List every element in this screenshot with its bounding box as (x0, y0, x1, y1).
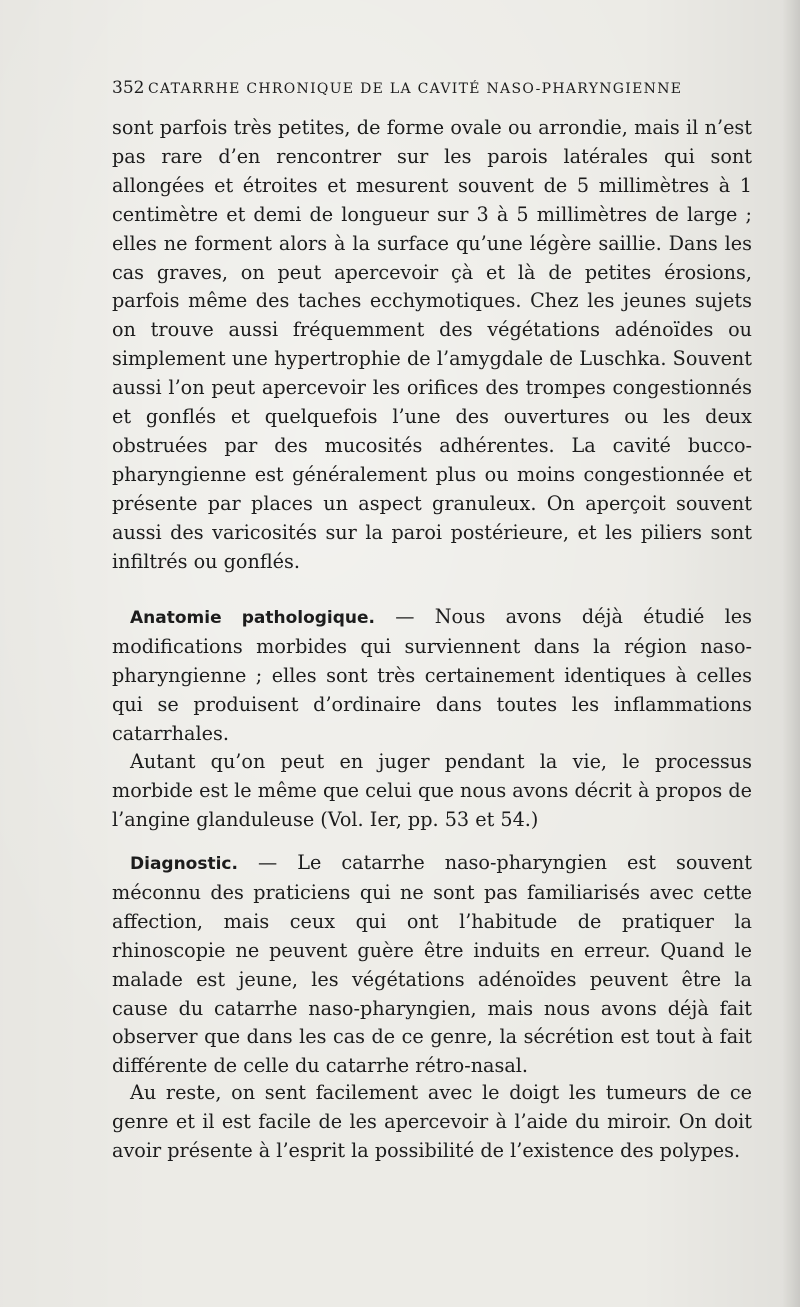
running-title: CATARRHE CHRONIQUE DE LA CAVITÉ NASO-PHARYNGIENNE (148, 81, 683, 97)
paragraph-anatomie-pathologique (112, 603, 752, 749)
paragraph-au-reste: Au reste, on sent facilement avec le doigt les tumeurs de ce genre et il est facile de les apercevoir à l’aide du miroir. On doit avoir présente à l’esprit la possibilité de l’existence des polypes. (112, 1081, 752, 1162)
paragraph-diagnostic (112, 849, 752, 1081)
paragraph-body: — Nous avons déjà étudié les modifications morbides qui surviennent dans la région naso-pharyngienne ; elles sont très certainement identiques à celles qui se produisent d’ordinaire dans toutes les inflammations catarrhales. (112, 605, 752, 745)
section-heading-anatomie-pathologique: Anatomie pathologique. (130, 608, 376, 628)
paragraph-processus-morbide: Autant qu’on peut en juger pendant la vie, le processus morbide est le même que celui que nous avons décrit à propos de l’angine glanduleuse (Vol. Ier, pp. 53 et 54.) (112, 750, 752, 831)
running-header (112, 78, 752, 102)
paragraph-continuation: sont parfois très petites, de forme ovale ou arrondie, mais il n’est pas rare d’en rencontrer sur les parois latérales qui sont allongées et étroites et mesurent souvent de 5 millimètres à 1 centimètre et demi de longueur sur 3 à 5 millimètres de large ; elles ne forment alors à la surface qu’une légère saillie. Dans les cas graves, on peut apercevoir çà et là de petites érosions, parfois même des taches ecchymotiques. Chez les jeunes sujets on trouve aussi fréquemment des végétations adénoïdes ou simplement une hypertrophie de l’amygdale de Luschka. Souvent aussi l’on peut apercevoir les orifices des trompes congestionnés et gonflés et quelquefois l’une des ouvertures ou les deux obstruées par des mucosités adhérentes. La cavité bucco-pharyngienne est généralement plus ou moins congestionnée et présente par places un aspect granuleux. On aperçoit souvent aussi des varicosités sur la paroi postérieure, et les piliers sont infiltrés ou gonflés. (112, 116, 752, 573)
paragraph-body: — Le catarrhe naso-pharyngien est souvent méconnu des praticiens qui ne sont pas familiarisés avec cette affection, mais ceux qui ont l’habitude de pratiquer la rhinoscopie ne peuvent guère être induits en erreur. Quand le malade est jeune, les végétations adénoïdes peuvent être la cause du catarrhe naso-pharyngien, mais nous avons déjà fait observer que dans les cas de ce genre, la sécrétion est tout à fait différente de celle du catarrhe rétro-nasal. (112, 851, 752, 1078)
page-edge-shadow (782, 0, 800, 1307)
section-heading-diagnostic: Diagnostic. (130, 854, 238, 874)
page-number: 352 (112, 78, 145, 98)
